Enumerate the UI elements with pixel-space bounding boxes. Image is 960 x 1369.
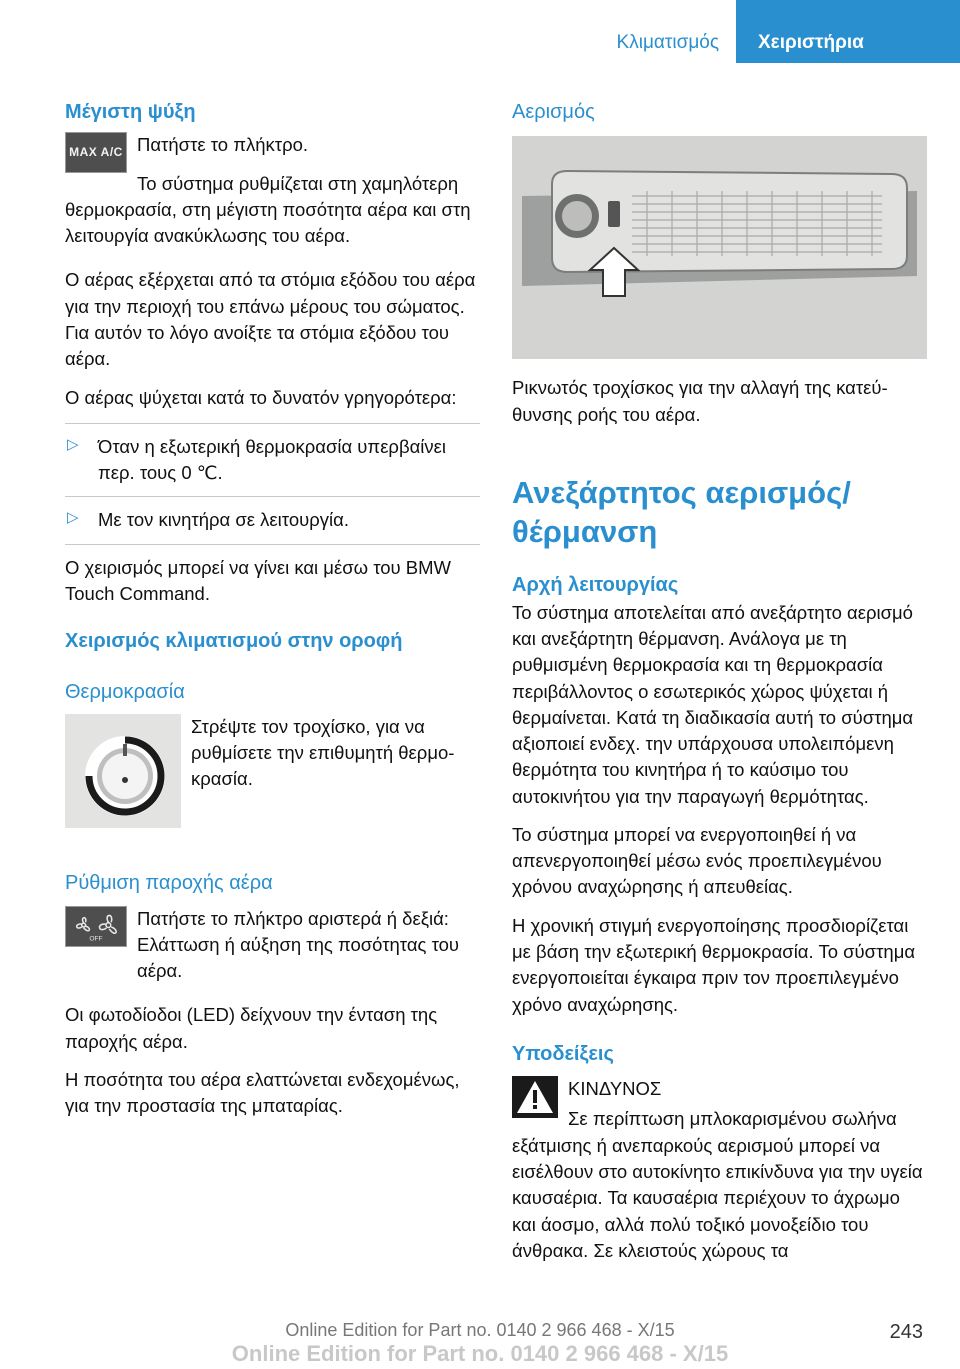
max-cooling-description: Το σύστημα ρυθμίζεται στη χαμηλότερη θερμοκρασία, στη μέγιστη ποσότητα αέρα και στη λειτουργία ανακύκλωσης του αέρα. <box>65 172 471 247</box>
aux-ventilation-heading: Ανεξάρτητος αερισμός/ θέρμανση <box>512 474 851 549</box>
list-item-text: Με τον κινητήρα σε λειτουργία. <box>98 509 349 531</box>
page-header <box>581 0 960 63</box>
watermark-text: Online Edition for Part no. 0140 2 966 468 - X/15 <box>231 1341 729 1366</box>
temperature-text: Στρέψτε τον τροχίσκο, για να ρυθμίσετε την επιθυμητή θερμοκρασία. <box>191 715 455 790</box>
temperature-knob-icon <box>65 714 181 828</box>
max-ac-button-label: MAX A/C <box>65 132 127 173</box>
list-item <box>65 507 480 533</box>
battery-paragraph: Η ποσότητα του αέρα ελαττώνεται ενδεχομένως, για την προστασία της μπαταρίας. <box>65 1068 460 1117</box>
principle-heading: Αρχή λειτουργίας <box>512 574 679 597</box>
list-item <box>65 434 480 487</box>
ventilation-heading: Αερισμός <box>512 101 595 123</box>
divider <box>65 496 480 497</box>
divider <box>65 544 480 545</box>
temperature-knob-image <box>65 714 181 835</box>
svg-text:OFF: OFF <box>89 934 103 942</box>
page-number: 243 <box>889 1321 923 1343</box>
triangle-bullet-icon: ▷ <box>67 509 79 527</box>
air-flow-heading: Ρύθμιση παροχής αέρα <box>65 872 273 895</box>
warning-triangle-icon <box>512 1076 558 1118</box>
max-cooling-instruction: Πατήστε το πλήκτρο. <box>137 134 309 156</box>
vent-photo <box>512 136 927 359</box>
air-flow-button-image <box>65 906 127 954</box>
touch-command-paragraph: Ο χειρισμός μπορεί να γίνει και μέσω του BMW Touch Command. <box>65 556 451 604</box>
max-cooling-heading: Μέγιστη ψύξη <box>65 101 196 123</box>
left-column <box>65 98 480 1131</box>
principle-paragraph-1: Το σύστημα αποτελείται από ανεξάρτητο αερισμό και ανεξάρτητη θέρμανση. Ανάλογα με τη ρυθμισμένη θερμοκρασία και τη θερμοκρασία περιβάλλοντος ο εσωτερικός χώρος ψύχεται ή θερμαίνεται. Κατά τη διαδικασία αυτή το σύστημα αξιοποιεί ενδεχ. την υπάρχουσα υπολειπόμενη θερμότητα του κινητήρα ή το καύσιμο του αυτοκινήτου για την παραγωγή θερμότητας. <box>512 601 914 807</box>
list-item-text: Όταν η εξωτερική θερμοκρασία υπερβαίνει περ. τους 0 ℃. <box>98 435 447 484</box>
air-outlet-paragraph: Ο αέρας εξέρχεται από τα στόμια εξόδου του αέρα για την περιοχή του επάνω μέρους του σώματος. Για αυτόν το λόγο ανοίξτε τα στόμια εξόδου του αέρα. <box>65 269 476 370</box>
principle-paragraph-3: Η χρονική στιγμή ενεργοποίησης προσδιορίζεται με βάση την εξωτερική θερμοκρασία. Το σύστημα ενεργοποιείται έγκαιρα πριν τον προεπιλεγμένο χρόνο αναχώρησης. <box>512 914 916 1015</box>
danger-icon-wrapper <box>512 1076 558 1125</box>
principle-paragraph-2: Το σύστημα μπορεί να ενεργοποιηθεί ή να απενεργοποιηθεί μέσω ενός προεπιλεγμένου χρόνου αναχώρησης ή απευθείας. <box>512 823 882 898</box>
chapter-tab[interactable]: Κλιματισμός <box>616 32 719 53</box>
footer-edition: Online Edition for Part no. 0140 2 966 468 - X/15 <box>285 1320 675 1340</box>
section-tab[interactable]: Χειριστήρια <box>736 0 960 63</box>
roof-controls-heading: Χειρισμός κλιματισμού στην οροφή <box>65 630 403 653</box>
danger-label: ΚΙΝΔΥΝΟΣ <box>568 1078 662 1100</box>
triangle-bullet-icon: ▷ <box>67 435 79 453</box>
max-ac-button-image <box>65 132 127 173</box>
right-column <box>512 98 927 1276</box>
danger-text: Σε περίπτωση μπλοκαρισμένου σωλήνα εξάτμισης ή ανεπαρκούς αερισμού μπορεί να εισέλθουν στο αυτοκίνητο επικίνδυνα για την υγεία καυσαέρια. Τα καυσαέρια περιέχουν το άχρωμο και άοσμο, αλλά πολύ τοξικό μονοξείδιο του άνθρακα. Σε κλειστούς χώρους τα <box>512 1108 923 1261</box>
divider <box>65 423 480 424</box>
led-paragraph: Οι φωτοδίοδοι (LED) δείχνουν την ένταση της παροχής αέρα. <box>65 1004 438 1052</box>
vent-caption: Ρικνωτός τροχίσκος για την αλλαγή της κατεύθυνσης ροής του αέρα. <box>512 377 888 425</box>
fan-buttons-icon <box>65 906 127 947</box>
notes-heading: Υποδείξεις <box>512 1042 614 1065</box>
fast-cooling-intro: Ο αέρας ψύχεται κατά το δυνατόν γρηγορότερα: <box>65 386 457 408</box>
temperature-heading: Θερμοκρασία <box>65 680 185 703</box>
air-flow-text: Πατήστε το πλήκτρο αριστερά ή δεξιά: Ελάττωση ή αύξηση της ποσότητας του αέρα. <box>137 907 460 982</box>
